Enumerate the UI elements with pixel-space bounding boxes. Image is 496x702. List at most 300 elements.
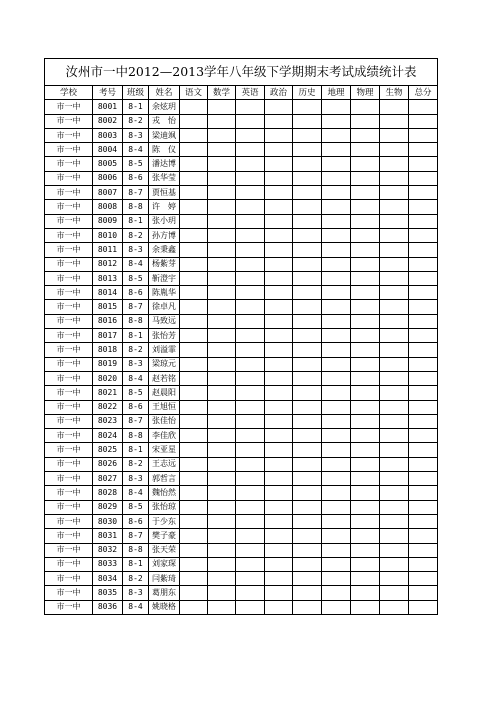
score-cell[interactable] <box>409 586 438 600</box>
score-cell[interactable] <box>351 286 380 300</box>
score-cell[interactable] <box>208 443 236 457</box>
score-cell[interactable] <box>409 529 438 543</box>
score-cell[interactable] <box>322 257 351 271</box>
score-cell[interactable] <box>265 329 293 343</box>
score-cell[interactable] <box>293 257 322 271</box>
score-cell[interactable] <box>293 357 322 371</box>
score-cell[interactable] <box>409 600 438 614</box>
score-cell[interactable] <box>265 400 293 414</box>
score-cell[interactable] <box>322 343 351 357</box>
score-cell[interactable] <box>322 429 351 443</box>
score-cell[interactable] <box>293 286 322 300</box>
score-cell[interactable] <box>236 457 265 471</box>
score-cell[interactable] <box>180 228 208 242</box>
score-cell[interactable] <box>409 457 438 471</box>
score-cell[interactable] <box>409 414 438 428</box>
score-cell[interactable] <box>236 228 265 242</box>
score-cell[interactable] <box>322 314 351 328</box>
score-cell[interactable] <box>208 114 236 128</box>
score-cell[interactable] <box>180 300 208 314</box>
score-cell[interactable] <box>293 429 322 443</box>
score-cell[interactable] <box>380 386 409 400</box>
score-cell[interactable] <box>380 186 409 200</box>
score-cell[interactable] <box>180 586 208 600</box>
score-cell[interactable] <box>208 514 236 528</box>
score-cell[interactable] <box>265 586 293 600</box>
score-cell[interactable] <box>265 143 293 157</box>
score-cell[interactable] <box>236 143 265 157</box>
score-cell[interactable] <box>351 371 380 385</box>
score-cell[interactable] <box>208 100 236 114</box>
score-cell[interactable] <box>293 486 322 500</box>
score-cell[interactable] <box>409 543 438 557</box>
score-cell[interactable] <box>208 529 236 543</box>
score-cell[interactable] <box>380 128 409 142</box>
score-cell[interactable] <box>236 443 265 457</box>
score-cell[interactable] <box>236 557 265 571</box>
score-cell[interactable] <box>265 300 293 314</box>
score-cell[interactable] <box>351 314 380 328</box>
score-cell[interactable] <box>322 128 351 142</box>
score-cell[interactable] <box>265 457 293 471</box>
score-cell[interactable] <box>351 514 380 528</box>
score-cell[interactable] <box>380 529 409 543</box>
score-cell[interactable] <box>380 100 409 114</box>
score-cell[interactable] <box>180 357 208 371</box>
score-cell[interactable] <box>265 543 293 557</box>
score-cell[interactable] <box>236 286 265 300</box>
score-cell[interactable] <box>208 357 236 371</box>
score-cell[interactable] <box>322 543 351 557</box>
score-cell[interactable] <box>180 257 208 271</box>
score-cell[interactable] <box>236 128 265 142</box>
score-cell[interactable] <box>265 200 293 214</box>
score-cell[interactable] <box>322 157 351 171</box>
score-cell[interactable] <box>351 228 380 242</box>
score-cell[interactable] <box>208 500 236 514</box>
score-cell[interactable] <box>351 343 380 357</box>
score-cell[interactable] <box>322 143 351 157</box>
score-cell[interactable] <box>322 186 351 200</box>
score-cell[interactable] <box>293 114 322 128</box>
score-cell[interactable] <box>409 228 438 242</box>
score-cell[interactable] <box>236 586 265 600</box>
score-cell[interactable] <box>236 257 265 271</box>
score-cell[interactable] <box>409 214 438 228</box>
score-cell[interactable] <box>208 286 236 300</box>
score-cell[interactable] <box>351 400 380 414</box>
score-cell[interactable] <box>351 114 380 128</box>
score-cell[interactable] <box>236 429 265 443</box>
score-cell[interactable] <box>293 314 322 328</box>
score-cell[interactable] <box>409 186 438 200</box>
score-cell[interactable] <box>322 243 351 257</box>
score-cell[interactable] <box>351 500 380 514</box>
score-cell[interactable] <box>208 486 236 500</box>
score-cell[interactable] <box>322 500 351 514</box>
score-cell[interactable] <box>180 557 208 571</box>
score-cell[interactable] <box>293 529 322 543</box>
score-cell[interactable] <box>380 171 409 185</box>
score-cell[interactable] <box>380 371 409 385</box>
score-cell[interactable] <box>180 314 208 328</box>
score-cell[interactable] <box>380 414 409 428</box>
score-cell[interactable] <box>322 371 351 385</box>
score-cell[interactable] <box>380 314 409 328</box>
score-cell[interactable] <box>409 243 438 257</box>
score-cell[interactable] <box>351 200 380 214</box>
score-cell[interactable] <box>322 200 351 214</box>
score-cell[interactable] <box>208 386 236 400</box>
score-cell[interactable] <box>236 472 265 486</box>
score-cell[interactable] <box>409 371 438 385</box>
score-cell[interactable] <box>380 514 409 528</box>
score-cell[interactable] <box>293 586 322 600</box>
score-cell[interactable] <box>409 286 438 300</box>
score-cell[interactable] <box>236 243 265 257</box>
score-cell[interactable] <box>380 486 409 500</box>
score-cell[interactable] <box>293 214 322 228</box>
score-cell[interactable] <box>293 243 322 257</box>
score-cell[interactable] <box>380 228 409 242</box>
score-cell[interactable] <box>208 600 236 614</box>
score-cell[interactable] <box>180 100 208 114</box>
score-cell[interactable] <box>265 314 293 328</box>
score-cell[interactable] <box>236 486 265 500</box>
score-cell[interactable] <box>409 157 438 171</box>
score-cell[interactable] <box>208 371 236 385</box>
score-cell[interactable] <box>265 514 293 528</box>
score-cell[interactable] <box>409 557 438 571</box>
score-cell[interactable] <box>236 529 265 543</box>
score-cell[interactable] <box>322 529 351 543</box>
score-cell[interactable] <box>293 228 322 242</box>
score-cell[interactable] <box>351 214 380 228</box>
score-cell[interactable] <box>409 171 438 185</box>
score-cell[interactable] <box>380 472 409 486</box>
score-cell[interactable] <box>380 543 409 557</box>
score-cell[interactable] <box>208 228 236 242</box>
score-cell[interactable] <box>265 600 293 614</box>
score-cell[interactable] <box>380 329 409 343</box>
score-cell[interactable] <box>351 557 380 571</box>
score-cell[interactable] <box>265 371 293 385</box>
score-cell[interactable] <box>208 472 236 486</box>
score-cell[interactable] <box>293 329 322 343</box>
score-cell[interactable] <box>293 572 322 586</box>
score-cell[interactable] <box>208 214 236 228</box>
score-cell[interactable] <box>180 514 208 528</box>
score-cell[interactable] <box>293 443 322 457</box>
score-cell[interactable] <box>322 400 351 414</box>
score-cell[interactable] <box>322 557 351 571</box>
score-cell[interactable] <box>380 429 409 443</box>
score-cell[interactable] <box>351 128 380 142</box>
score-cell[interactable] <box>293 343 322 357</box>
score-cell[interactable] <box>180 429 208 443</box>
score-cell[interactable] <box>322 286 351 300</box>
score-cell[interactable] <box>208 243 236 257</box>
score-cell[interactable] <box>322 214 351 228</box>
score-cell[interactable] <box>208 300 236 314</box>
score-cell[interactable] <box>322 329 351 343</box>
score-cell[interactable] <box>409 271 438 285</box>
score-cell[interactable] <box>236 186 265 200</box>
score-cell[interactable] <box>380 586 409 600</box>
score-cell[interactable] <box>265 486 293 500</box>
score-cell[interactable] <box>322 357 351 371</box>
score-cell[interactable] <box>380 457 409 471</box>
score-cell[interactable] <box>208 457 236 471</box>
score-cell[interactable] <box>409 486 438 500</box>
score-cell[interactable] <box>409 386 438 400</box>
score-cell[interactable] <box>265 472 293 486</box>
score-cell[interactable] <box>351 329 380 343</box>
score-cell[interactable] <box>409 300 438 314</box>
score-cell[interactable] <box>236 400 265 414</box>
score-cell[interactable] <box>380 157 409 171</box>
score-cell[interactable] <box>208 543 236 557</box>
score-cell[interactable] <box>265 128 293 142</box>
score-cell[interactable] <box>208 171 236 185</box>
score-cell[interactable] <box>351 414 380 428</box>
score-cell[interactable] <box>293 300 322 314</box>
score-cell[interactable] <box>409 343 438 357</box>
score-cell[interactable] <box>265 157 293 171</box>
score-cell[interactable] <box>380 572 409 586</box>
score-cell[interactable] <box>208 429 236 443</box>
score-cell[interactable] <box>208 329 236 343</box>
score-cell[interactable] <box>208 314 236 328</box>
score-cell[interactable] <box>265 357 293 371</box>
score-cell[interactable] <box>180 343 208 357</box>
score-cell[interactable] <box>409 200 438 214</box>
score-cell[interactable] <box>180 371 208 385</box>
score-cell[interactable] <box>236 329 265 343</box>
score-cell[interactable] <box>409 429 438 443</box>
score-cell[interactable] <box>265 343 293 357</box>
score-cell[interactable] <box>351 300 380 314</box>
score-cell[interactable] <box>351 357 380 371</box>
score-cell[interactable] <box>322 300 351 314</box>
score-cell[interactable] <box>293 157 322 171</box>
score-cell[interactable] <box>180 128 208 142</box>
score-cell[interactable] <box>322 472 351 486</box>
score-cell[interactable] <box>236 314 265 328</box>
score-cell[interactable] <box>409 128 438 142</box>
score-cell[interactable] <box>351 429 380 443</box>
score-cell[interactable] <box>236 214 265 228</box>
score-cell[interactable] <box>236 543 265 557</box>
score-cell[interactable] <box>180 214 208 228</box>
score-cell[interactable] <box>180 186 208 200</box>
score-cell[interactable] <box>236 371 265 385</box>
score-cell[interactable] <box>293 386 322 400</box>
score-cell[interactable] <box>380 357 409 371</box>
score-cell[interactable] <box>293 371 322 385</box>
score-cell[interactable] <box>180 472 208 486</box>
score-cell[interactable] <box>180 414 208 428</box>
score-cell[interactable] <box>236 600 265 614</box>
score-cell[interactable] <box>351 243 380 257</box>
score-cell[interactable] <box>322 228 351 242</box>
score-cell[interactable] <box>208 586 236 600</box>
score-cell[interactable] <box>293 557 322 571</box>
score-cell[interactable] <box>409 257 438 271</box>
score-cell[interactable] <box>236 157 265 171</box>
score-cell[interactable] <box>208 414 236 428</box>
score-cell[interactable] <box>380 243 409 257</box>
score-cell[interactable] <box>180 500 208 514</box>
score-cell[interactable] <box>409 114 438 128</box>
score-cell[interactable] <box>351 472 380 486</box>
score-cell[interactable] <box>322 271 351 285</box>
score-cell[interactable] <box>208 271 236 285</box>
score-cell[interactable] <box>351 143 380 157</box>
score-cell[interactable] <box>208 557 236 571</box>
score-cell[interactable] <box>208 400 236 414</box>
score-cell[interactable] <box>180 486 208 500</box>
score-cell[interactable] <box>180 114 208 128</box>
score-cell[interactable] <box>409 314 438 328</box>
score-cell[interactable] <box>380 286 409 300</box>
score-cell[interactable] <box>322 600 351 614</box>
score-cell[interactable] <box>180 286 208 300</box>
score-cell[interactable] <box>208 572 236 586</box>
score-cell[interactable] <box>293 500 322 514</box>
score-cell[interactable] <box>351 486 380 500</box>
score-cell[interactable] <box>265 572 293 586</box>
score-cell[interactable] <box>322 486 351 500</box>
score-cell[interactable] <box>351 157 380 171</box>
score-cell[interactable] <box>236 300 265 314</box>
score-cell[interactable] <box>380 443 409 457</box>
score-cell[interactable] <box>236 514 265 528</box>
score-cell[interactable] <box>409 143 438 157</box>
score-cell[interactable] <box>409 514 438 528</box>
score-cell[interactable] <box>236 357 265 371</box>
score-cell[interactable] <box>208 186 236 200</box>
score-cell[interactable] <box>265 243 293 257</box>
score-cell[interactable] <box>380 214 409 228</box>
score-cell[interactable] <box>265 500 293 514</box>
score-cell[interactable] <box>351 543 380 557</box>
score-cell[interactable] <box>265 414 293 428</box>
score-cell[interactable] <box>293 400 322 414</box>
score-cell[interactable] <box>208 257 236 271</box>
score-cell[interactable] <box>236 386 265 400</box>
score-cell[interactable] <box>293 514 322 528</box>
score-cell[interactable] <box>236 114 265 128</box>
score-cell[interactable] <box>293 200 322 214</box>
score-cell[interactable] <box>180 443 208 457</box>
score-cell[interactable] <box>265 386 293 400</box>
score-cell[interactable] <box>293 143 322 157</box>
score-cell[interactable] <box>380 300 409 314</box>
score-cell[interactable] <box>293 414 322 428</box>
score-cell[interactable] <box>180 400 208 414</box>
score-cell[interactable] <box>322 386 351 400</box>
score-cell[interactable] <box>322 100 351 114</box>
score-cell[interactable] <box>409 400 438 414</box>
score-cell[interactable] <box>380 143 409 157</box>
score-cell[interactable] <box>351 271 380 285</box>
score-cell[interactable] <box>236 343 265 357</box>
score-cell[interactable] <box>208 143 236 157</box>
score-cell[interactable] <box>322 514 351 528</box>
score-cell[interactable] <box>351 457 380 471</box>
score-cell[interactable] <box>380 400 409 414</box>
score-cell[interactable] <box>180 143 208 157</box>
score-cell[interactable] <box>380 257 409 271</box>
score-cell[interactable] <box>180 529 208 543</box>
score-cell[interactable] <box>322 114 351 128</box>
score-cell[interactable] <box>293 472 322 486</box>
score-cell[interactable] <box>180 543 208 557</box>
score-cell[interactable] <box>180 600 208 614</box>
score-cell[interactable] <box>293 600 322 614</box>
score-cell[interactable] <box>409 100 438 114</box>
score-cell[interactable] <box>409 443 438 457</box>
score-cell[interactable] <box>236 271 265 285</box>
score-cell[interactable] <box>180 572 208 586</box>
score-cell[interactable] <box>409 572 438 586</box>
score-cell[interactable] <box>380 343 409 357</box>
score-cell[interactable] <box>180 271 208 285</box>
score-cell[interactable] <box>236 171 265 185</box>
score-cell[interactable] <box>380 271 409 285</box>
score-cell[interactable] <box>236 572 265 586</box>
score-cell[interactable] <box>322 414 351 428</box>
score-cell[interactable] <box>351 529 380 543</box>
score-cell[interactable] <box>351 186 380 200</box>
score-cell[interactable] <box>293 457 322 471</box>
score-cell[interactable] <box>265 429 293 443</box>
score-cell[interactable] <box>293 186 322 200</box>
score-cell[interactable] <box>409 357 438 371</box>
score-cell[interactable] <box>208 157 236 171</box>
score-cell[interactable] <box>322 572 351 586</box>
score-cell[interactable] <box>351 443 380 457</box>
score-cell[interactable] <box>322 457 351 471</box>
score-cell[interactable] <box>265 271 293 285</box>
score-cell[interactable] <box>265 114 293 128</box>
score-cell[interactable] <box>351 100 380 114</box>
score-cell[interactable] <box>265 186 293 200</box>
score-cell[interactable] <box>409 329 438 343</box>
score-cell[interactable] <box>180 386 208 400</box>
score-cell[interactable] <box>351 171 380 185</box>
score-cell[interactable] <box>265 529 293 543</box>
score-cell[interactable] <box>180 157 208 171</box>
score-cell[interactable] <box>351 386 380 400</box>
score-cell[interactable] <box>208 128 236 142</box>
score-cell[interactable] <box>380 114 409 128</box>
score-cell[interactable] <box>293 100 322 114</box>
score-cell[interactable] <box>208 200 236 214</box>
score-cell[interactable] <box>351 572 380 586</box>
score-cell[interactable] <box>265 171 293 185</box>
score-cell[interactable] <box>351 586 380 600</box>
score-cell[interactable] <box>265 257 293 271</box>
score-cell[interactable] <box>180 457 208 471</box>
score-cell[interactable] <box>265 228 293 242</box>
score-cell[interactable] <box>380 557 409 571</box>
score-cell[interactable] <box>322 586 351 600</box>
score-cell[interactable] <box>380 500 409 514</box>
score-cell[interactable] <box>265 286 293 300</box>
score-cell[interactable] <box>180 243 208 257</box>
